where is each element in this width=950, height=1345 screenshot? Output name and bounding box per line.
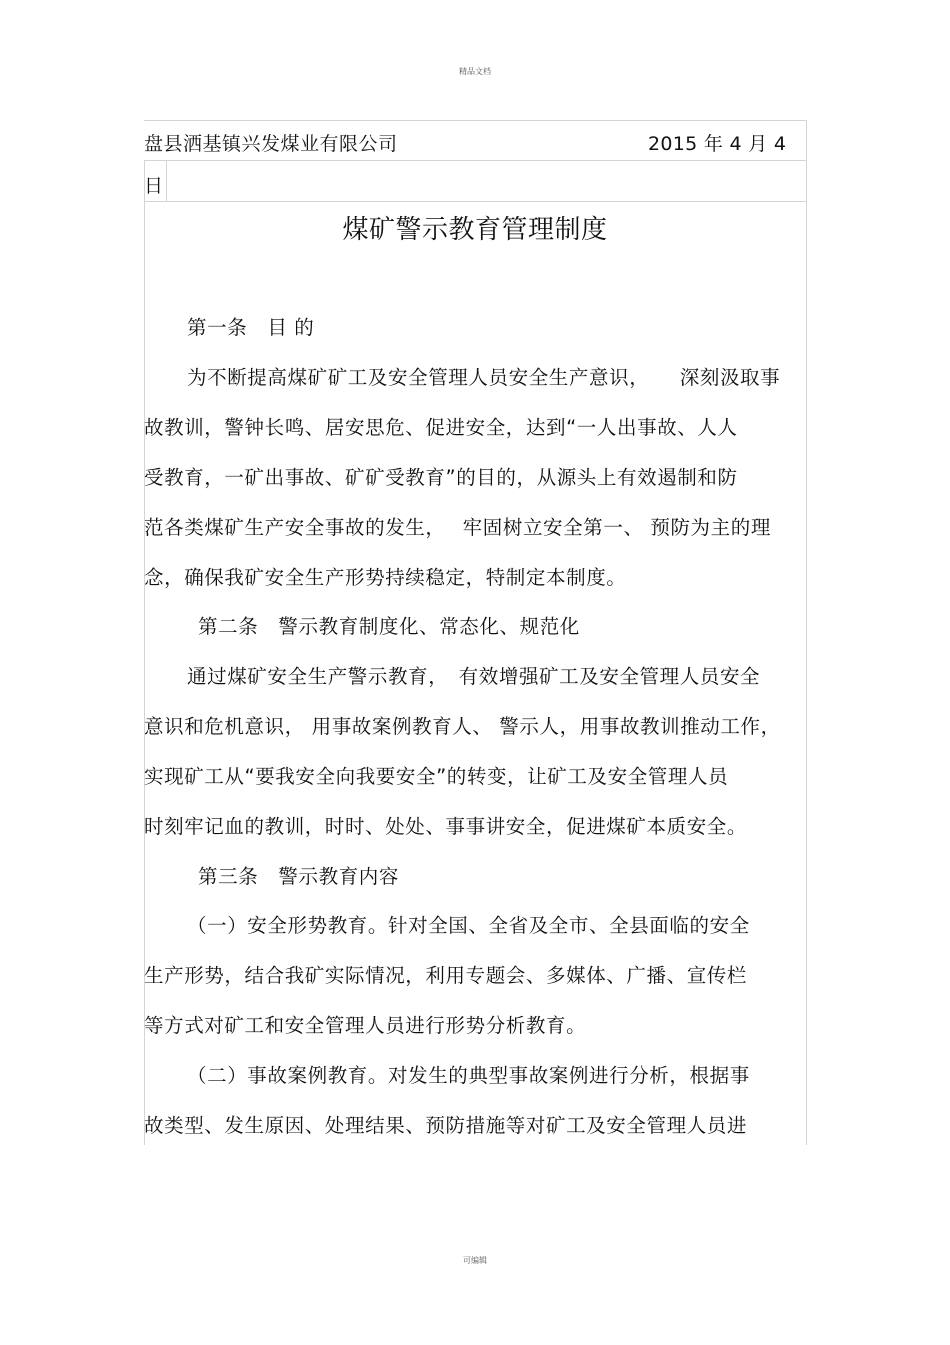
body-line: 生产形势，结合我矿实际情况，利用专题会、多媒体、广播、宣传栏 — [144, 964, 748, 987]
body-line: （一）安全形势教育。针对全国、全省及全市、全县面临的安全 — [187, 914, 750, 937]
body-line: 受教育，一矿出事故、矿矿受教育”的目的，从源头上有效遏制和防 — [144, 466, 738, 489]
article-2-heading: 第二条 警示教育制度化、常态化、规范化 — [198, 615, 580, 638]
document-date: 2015 年 4 月 4 — [648, 133, 787, 155]
document-title: 煤矿警示教育管理制度 — [342, 215, 608, 245]
body-line: 等方式对矿工和安全管理人员进行形势分析教育。 — [144, 1014, 587, 1037]
body-line: 故教训，警钟长鸣、居安思危、促进安全，达到“一人出事故、人人 — [144, 416, 738, 439]
body-line: 时刻牢记血的教训，时时、处处、事事讲安全，促进煤矿本质安全。 — [144, 815, 748, 838]
body-line: 通过煤矿安全生产警示教育， 有效增强矿工及安全管理人员安全 — [187, 665, 761, 688]
article-1-heading: 第一条 目 的 — [187, 316, 315, 339]
company-name: 盘县洒基镇兴发煤业有限公司 — [144, 133, 398, 155]
body-line: 为不断提高煤矿矿工及安全管理人员安全生产意识， 深刻汲取事 — [187, 366, 781, 389]
body-line: 实现矿工从“要我安全向我要安全”的转变，让矿工及安全管理人员 — [144, 765, 729, 788]
body-line: 意识和危机意识， 用事故案例教育人、 警示人，用事故教训推动工作， — [144, 715, 781, 738]
body-border-right — [806, 120, 807, 1145]
body-border-left — [144, 160, 145, 1145]
body-line: 故类型、发生原因、处理结果、预防措施等对矿工及安全管理人员进 — [144, 1114, 748, 1137]
page-footer-note: 可编辑 — [463, 1256, 487, 1265]
header-rule-bottom — [144, 201, 806, 202]
body-line: （二）事故案例教育。对发生的典型事故案例进行分析，根据事 — [187, 1064, 750, 1087]
body-line: 念，确保我矿安全生产形势持续稳定，特制定本制度。 — [144, 566, 627, 589]
day-cell-divider — [166, 160, 167, 201]
body-line: 范各类煤矿生产安全事故的发生， 牢固树立安全第一、 预防为主的理 — [144, 516, 771, 539]
page-header-note: 精品文档 — [459, 67, 491, 76]
header-rule-mid — [144, 160, 806, 161]
article-3-heading: 第三条 警示教育内容 — [198, 865, 400, 888]
document-date-day: 日 — [144, 175, 164, 197]
header-rule-top — [144, 120, 806, 121]
